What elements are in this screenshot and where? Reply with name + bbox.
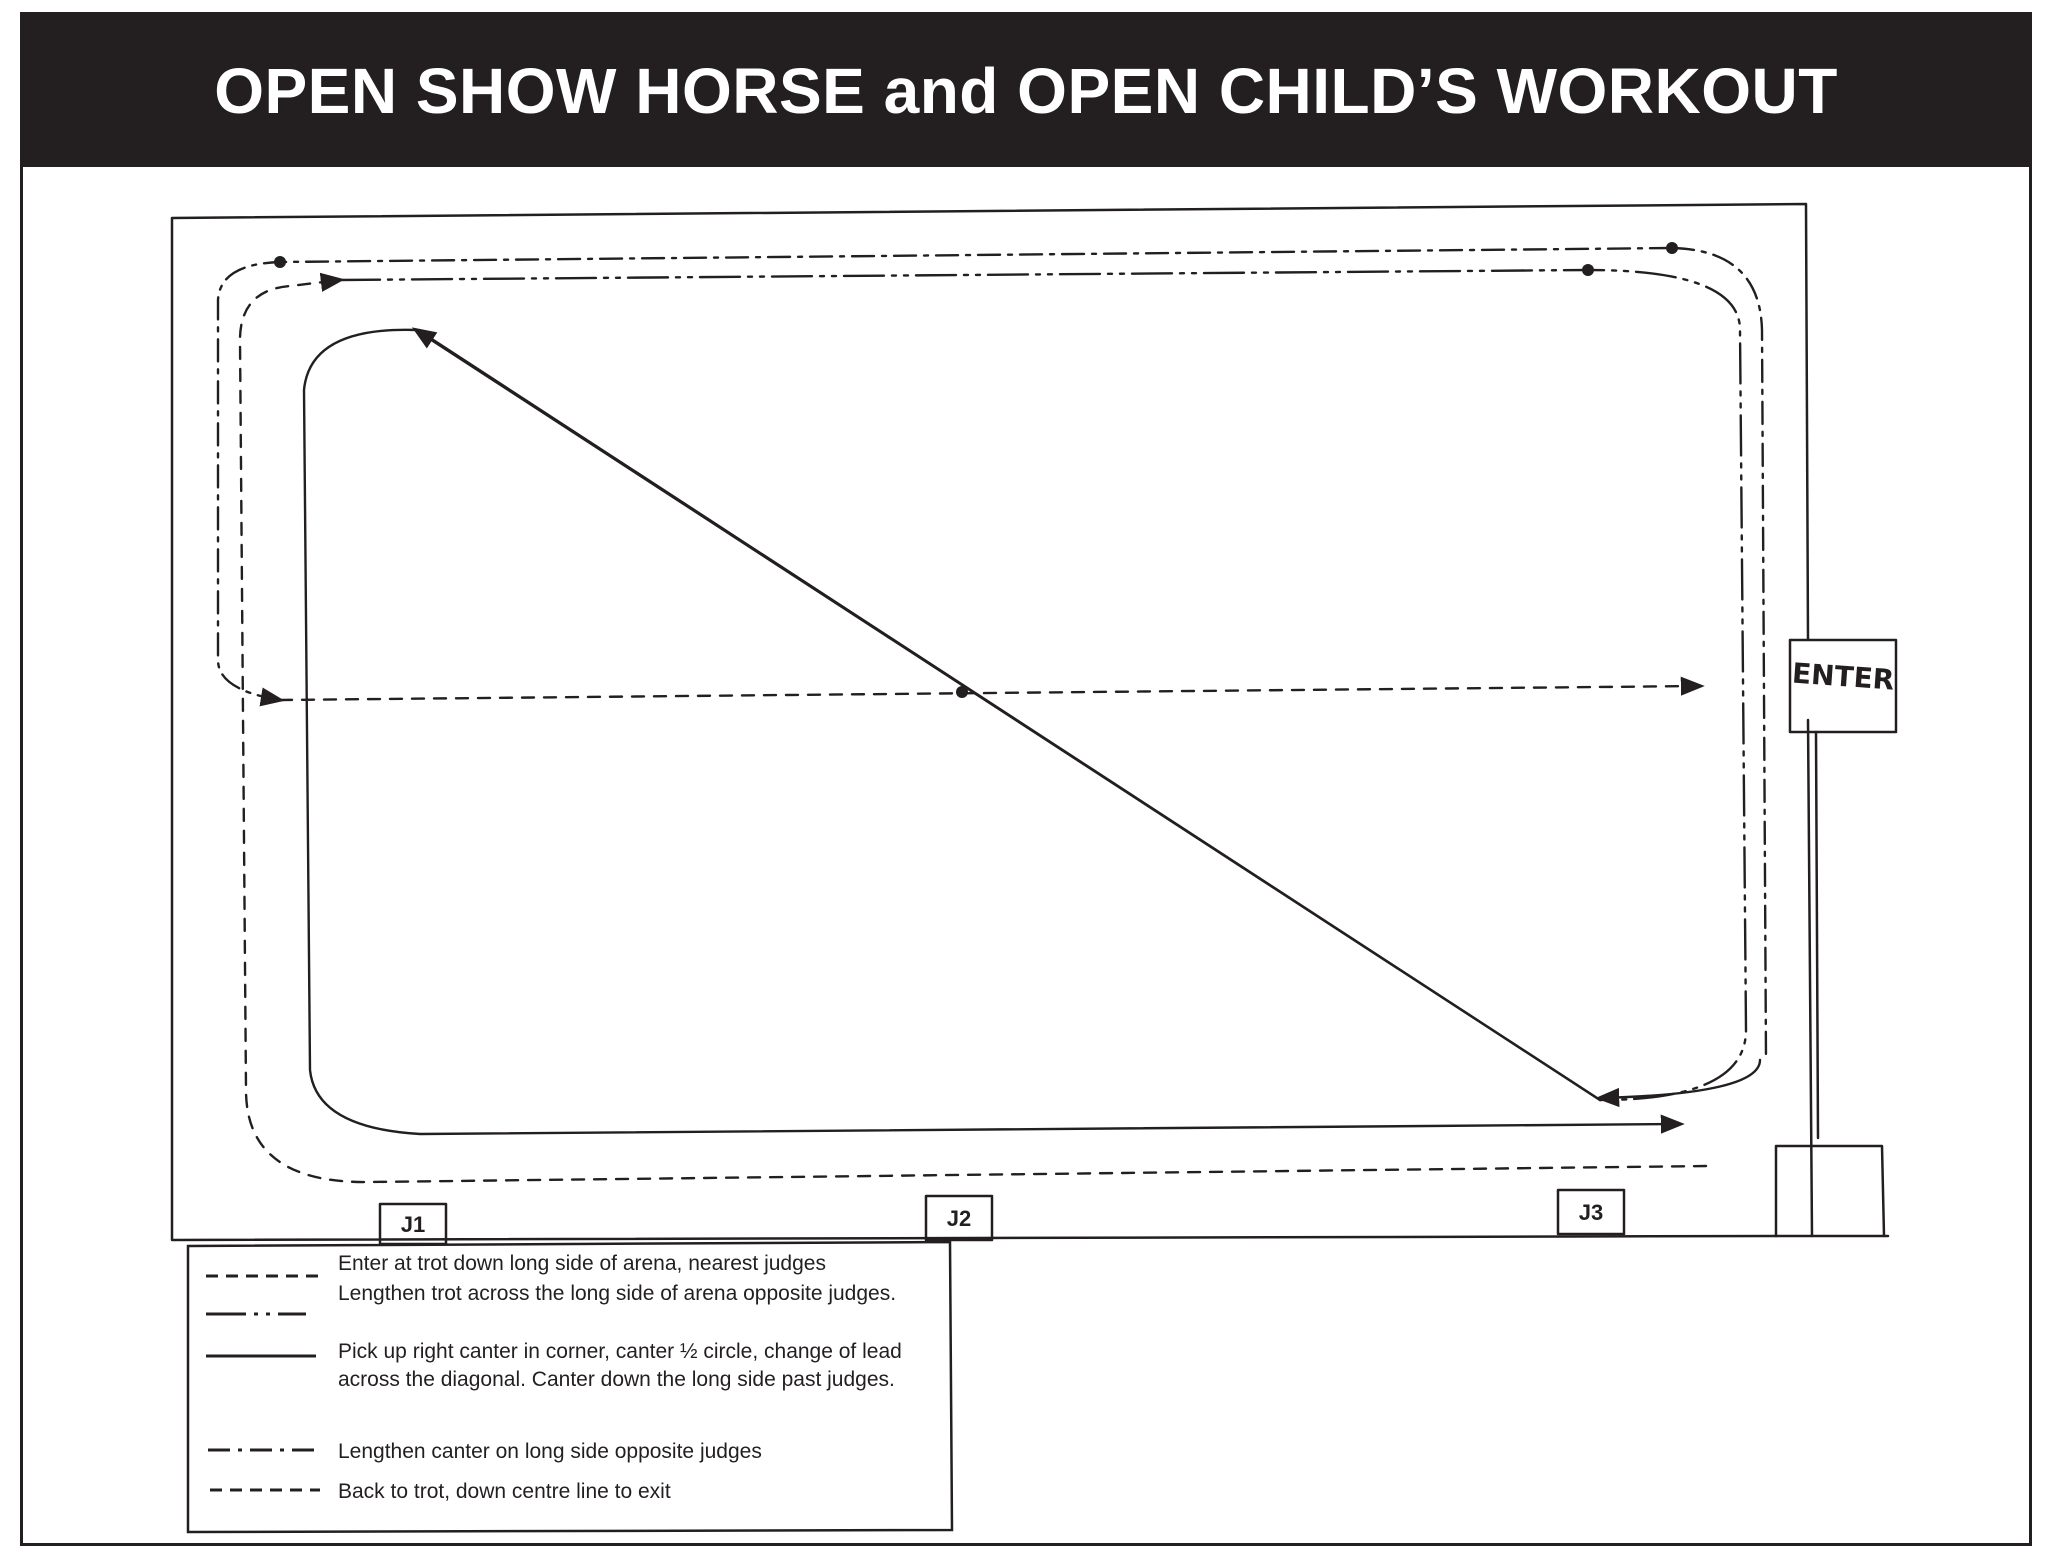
judge-label-j1: J1 <box>400 1212 426 1237</box>
judge-label-j3: J3 <box>1578 1200 1604 1225</box>
legend-text: Back to trot, down centre line to exit <box>338 1480 671 1503</box>
legend-text: Lengthen canter on long side opposite judges <box>338 1440 762 1463</box>
legend-text: Pick up right canter in corner, canter ½ circle, change of lead across the diagonal. Canter down the long side past judges. <box>338 1340 902 1391</box>
legend-text: Lengthen trot across the long side of arena opposite judges. <box>338 1282 897 1305</box>
legend-text: Enter at trot down long side of arena, nearest judges <box>338 1252 826 1275</box>
enter-label: ENTER <box>1790 656 1896 697</box>
page-title: OPEN SHOW HORSE and OPEN CHILD’S WORKOUT <box>23 15 2029 167</box>
judge-label-j2: J2 <box>946 1206 972 1231</box>
